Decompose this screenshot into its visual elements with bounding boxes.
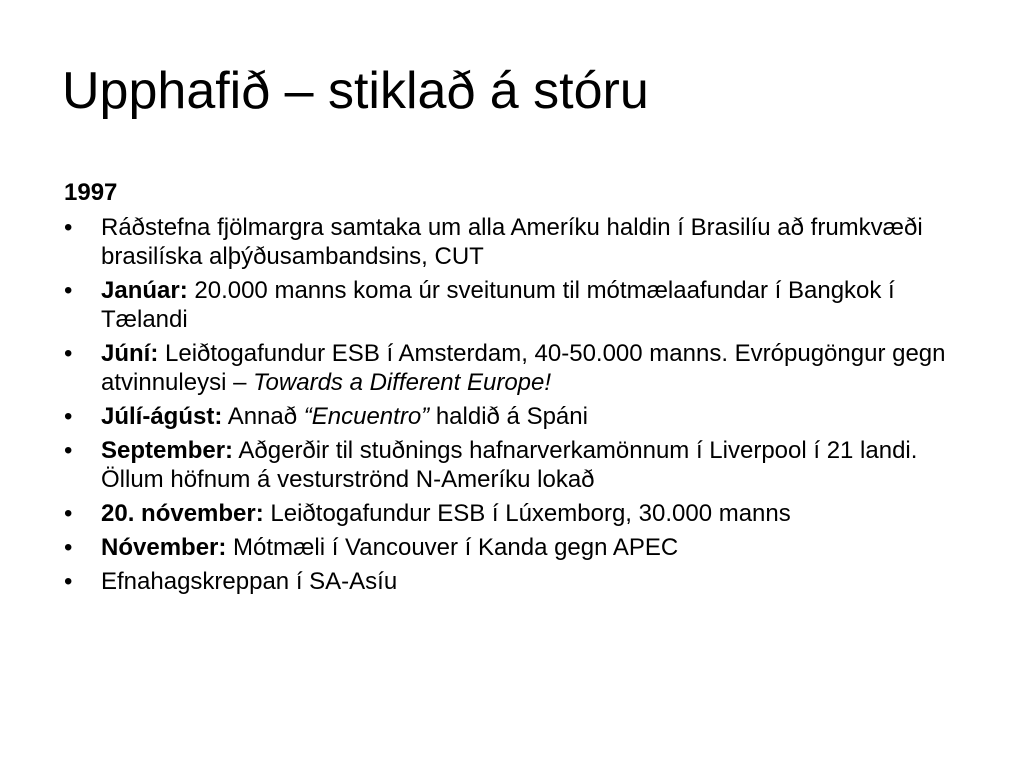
list-item — [64, 567, 984, 596]
item-label: Janúar: — [101, 277, 188, 304]
item-label: Nóvember: — [101, 534, 227, 561]
list-item — [64, 499, 984, 528]
bullet-icon: • — [64, 500, 73, 527]
list-item — [64, 339, 984, 397]
item-text: Leiðtogafundur ESB í Amsterdam, 40-50.000 manns. Evrópugöngur gegn atvinnuleysi – — [101, 340, 946, 396]
item-label: Júlí-ágúst: — [101, 403, 223, 430]
bullet-icon: • — [64, 340, 73, 367]
slide-content — [64, 178, 984, 601]
item-text: Ráðstefna fjölmargra samtaka um alla Ameríku haldin í Brasilíu að frumkvæði brasilíska alþýðusambandsins, CUT — [101, 214, 923, 270]
slide-title: Upphafið – stiklað á stóru — [62, 62, 649, 120]
bullet-icon: • — [64, 568, 73, 595]
item-text: Aðgerðir til stuðnings hafnarverkamönnum í Liverpool í 21 landi. Öllum höfnum á vesturströnd N-Ameríku lokað — [101, 437, 918, 493]
list-item — [64, 276, 984, 334]
bullet-icon: • — [64, 277, 73, 304]
list-item — [64, 436, 984, 494]
bullet-icon: • — [64, 534, 73, 561]
list-item — [64, 213, 984, 271]
list-item — [64, 533, 984, 562]
year-heading: 1997 — [64, 179, 118, 206]
list-item — [64, 402, 984, 431]
item-text: 20.000 manns koma úr sveitunum til mótmælaafundar í Bangkok í Tælandi — [101, 277, 895, 333]
item-text: Efnahagskreppan í SA-Asíu — [101, 568, 398, 595]
bullet-icon: • — [64, 437, 73, 464]
item-text: Leiðtogafundur ESB í Lúxemborg, 30.000 manns — [263, 500, 791, 527]
item-italic-text: Towards a Different Europe! — [253, 369, 552, 396]
bullet-icon: • — [64, 214, 73, 241]
item-italic-text: “Encuentro” — [303, 403, 430, 430]
item-text: Annað — [222, 403, 304, 430]
bullet-icon: • — [64, 403, 73, 430]
item-label: Júní: — [101, 340, 159, 367]
item-label: 20. nóvember: — [101, 500, 264, 527]
item-text: Mótmæli í Vancouver í Kanda gegn APEC — [226, 534, 679, 561]
item-label: September: — [101, 437, 234, 464]
item-text-tail: haldið á Spáni — [429, 403, 588, 430]
bullet-list — [64, 213, 984, 596]
